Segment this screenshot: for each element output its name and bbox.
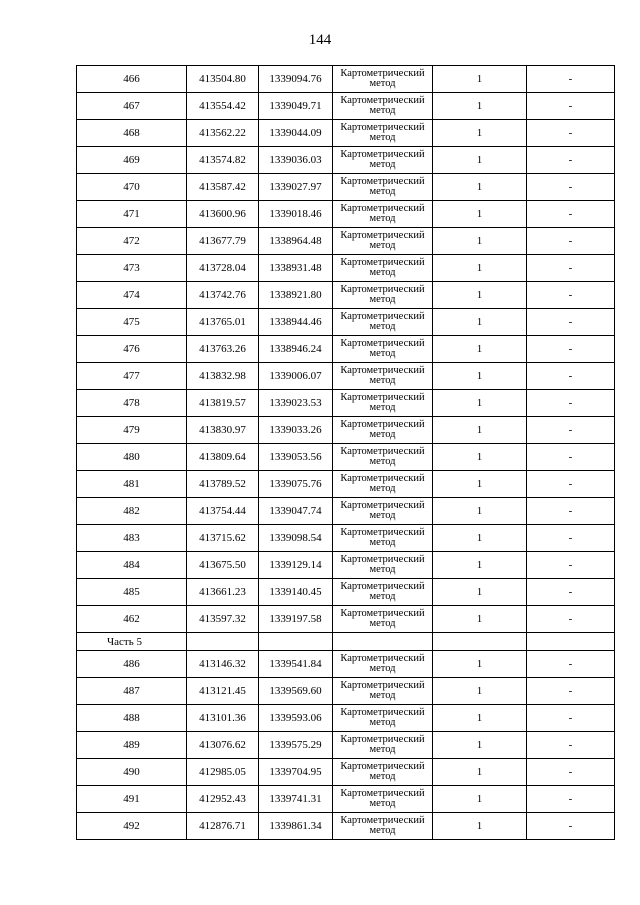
table-row [77,552,615,579]
table-row [77,498,615,525]
point-number-cell: 478 [77,390,187,417]
method-cell: Картометрический метод [333,552,433,579]
method-cell: Картометрический метод [333,732,433,759]
table-row [77,786,615,813]
method-cell: Картометрический метод [333,786,433,813]
table-row [77,201,615,228]
x-coordinate-cell: 413830.97 [187,417,259,444]
accuracy-cell: 1 [433,255,527,282]
description-cell: - [527,336,615,363]
description-cell: - [527,228,615,255]
y-coordinate-cell: 1339033.26 [259,417,333,444]
coordinates-table [76,65,615,840]
description-cell: - [527,93,615,120]
table-row [77,444,615,471]
method-cell: Картометрический метод [333,255,433,282]
method-cell: Картометрический метод [333,174,433,201]
description-cell: - [527,444,615,471]
x-coordinate-cell: 413763.26 [187,336,259,363]
y-coordinate-cell: 1339593.06 [259,705,333,732]
table-row [77,417,615,444]
y-coordinate-cell: 1339094.76 [259,66,333,93]
accuracy-cell: 1 [433,147,527,174]
y-coordinate-cell: 1339006.07 [259,363,333,390]
method-cell: Картометрический метод [333,390,433,417]
accuracy-cell: 1 [433,606,527,633]
x-coordinate-cell: 412952.43 [187,786,259,813]
x-coordinate-cell: 413675.50 [187,552,259,579]
accuracy-cell: 1 [433,786,527,813]
section-row [77,633,615,651]
page-number: 144 [308,32,332,48]
y-coordinate-cell: 1339044.09 [259,120,333,147]
point-number-cell: 484 [77,552,187,579]
point-number-cell: 481 [77,471,187,498]
y-coordinate-cell: 1339129.14 [259,552,333,579]
point-number-cell: 486 [77,651,187,678]
empty-cell [333,633,433,651]
y-coordinate-cell: 1339075.76 [259,471,333,498]
accuracy-cell: 1 [433,201,527,228]
accuracy-cell: 1 [433,228,527,255]
point-number-cell: 472 [77,228,187,255]
y-coordinate-cell: 1339098.54 [259,525,333,552]
method-cell: Картометрический метод [333,228,433,255]
empty-cell [527,633,615,651]
description-cell: - [527,120,615,147]
table-row [77,255,615,282]
accuracy-cell: 1 [433,732,527,759]
description-cell: - [527,66,615,93]
method-cell: Картометрический метод [333,525,433,552]
empty-cell [433,633,527,651]
x-coordinate-cell: 413600.96 [187,201,259,228]
description-cell: - [527,282,615,309]
point-number-cell: 471 [77,201,187,228]
table-row [77,93,615,120]
point-number-cell: 466 [77,66,187,93]
coordinates-table-body [77,66,615,840]
point-number-cell: 492 [77,813,187,840]
x-coordinate-cell: 413715.62 [187,525,259,552]
y-coordinate-cell: 1339053.56 [259,444,333,471]
point-number-cell: 473 [77,255,187,282]
accuracy-cell: 1 [433,282,527,309]
method-cell: Картометрический метод [333,147,433,174]
method-cell: Картометрический метод [333,336,433,363]
x-coordinate-cell: 413789.52 [187,471,259,498]
point-number-cell: 490 [77,759,187,786]
description-cell: - [527,174,615,201]
x-coordinate-cell: 413101.36 [187,705,259,732]
description-cell: - [527,255,615,282]
y-coordinate-cell: 1339023.53 [259,390,333,417]
table-row [77,525,615,552]
table-row [77,705,615,732]
accuracy-cell: 1 [433,444,527,471]
description-cell: - [527,525,615,552]
description-cell: - [527,363,615,390]
table-row [77,390,615,417]
point-number-cell: 480 [77,444,187,471]
x-coordinate-cell: 413146.32 [187,651,259,678]
y-coordinate-cell: 1339741.31 [259,786,333,813]
y-coordinate-cell: 1338921.80 [259,282,333,309]
accuracy-cell: 1 [433,498,527,525]
x-coordinate-cell: 413809.64 [187,444,259,471]
point-number-cell: 468 [77,120,187,147]
table-row [77,759,615,786]
point-number-cell: 491 [77,786,187,813]
point-number-cell: 487 [77,678,187,705]
method-cell: Картометрический метод [333,498,433,525]
point-number-cell: 474 [77,282,187,309]
x-coordinate-cell: 412985.05 [187,759,259,786]
description-cell: - [527,498,615,525]
point-number-cell: 476 [77,336,187,363]
table-row [77,363,615,390]
method-cell: Картометрический метод [333,201,433,228]
method-cell: Картометрический метод [333,705,433,732]
point-number-cell: 467 [77,93,187,120]
description-cell: - [527,579,615,606]
x-coordinate-cell: 413574.82 [187,147,259,174]
accuracy-cell: 1 [433,579,527,606]
method-cell: Картометрический метод [333,651,433,678]
empty-cell [259,633,333,651]
table-row [77,174,615,201]
accuracy-cell: 1 [433,651,527,678]
x-coordinate-cell: 413504.80 [187,66,259,93]
accuracy-cell: 1 [433,66,527,93]
table-row [77,678,615,705]
description-cell: - [527,732,615,759]
method-cell: Картометрический метод [333,66,433,93]
table-row [77,147,615,174]
y-coordinate-cell: 1338964.48 [259,228,333,255]
table-row [77,309,615,336]
table-row [77,651,615,678]
x-coordinate-cell: 413562.22 [187,120,259,147]
point-number-cell: 488 [77,705,187,732]
x-coordinate-cell: 413121.45 [187,678,259,705]
description-cell: - [527,786,615,813]
description-cell: - [527,651,615,678]
description-cell: - [527,390,615,417]
x-coordinate-cell: 413554.42 [187,93,259,120]
table-row [77,282,615,309]
y-coordinate-cell: 1339575.29 [259,732,333,759]
y-coordinate-cell: 1339047.74 [259,498,333,525]
method-cell: Картометрический метод [333,813,433,840]
accuracy-cell: 1 [433,93,527,120]
y-coordinate-cell: 1339036.03 [259,147,333,174]
point-number-cell: 485 [77,579,187,606]
accuracy-cell: 1 [433,390,527,417]
x-coordinate-cell: 413765.01 [187,309,259,336]
accuracy-cell: 1 [433,471,527,498]
y-coordinate-cell: 1338946.24 [259,336,333,363]
x-coordinate-cell: 413819.57 [187,390,259,417]
method-cell: Картометрический метод [333,579,433,606]
description-cell: - [527,678,615,705]
x-coordinate-cell: 413597.32 [187,606,259,633]
accuracy-cell: 1 [433,525,527,552]
x-coordinate-cell: 413076.62 [187,732,259,759]
accuracy-cell: 1 [433,552,527,579]
x-coordinate-cell: 413728.04 [187,255,259,282]
point-number-cell: 482 [77,498,187,525]
x-coordinate-cell: 413677.79 [187,228,259,255]
y-coordinate-cell: 1339569.60 [259,678,333,705]
x-coordinate-cell: 412876.71 [187,813,259,840]
x-coordinate-cell: 413661.23 [187,579,259,606]
accuracy-cell: 1 [433,309,527,336]
table-row [77,336,615,363]
x-coordinate-cell: 413754.44 [187,498,259,525]
table-row [77,732,615,759]
point-number-cell: 469 [77,147,187,174]
method-cell: Картометрический метод [333,93,433,120]
y-coordinate-cell: 1339197.58 [259,606,333,633]
accuracy-cell: 1 [433,759,527,786]
description-cell: - [527,759,615,786]
accuracy-cell: 1 [433,678,527,705]
description-cell: - [527,705,615,732]
point-number-cell: 479 [77,417,187,444]
description-cell: - [527,813,615,840]
table-row [77,606,615,633]
method-cell: Картометрический метод [333,444,433,471]
method-cell: Картометрический метод [333,471,433,498]
y-coordinate-cell: 1338944.46 [259,309,333,336]
point-number-cell: 462 [77,606,187,633]
y-coordinate-cell: 1339018.46 [259,201,333,228]
accuracy-cell: 1 [433,174,527,201]
y-coordinate-cell: 1339027.97 [259,174,333,201]
x-coordinate-cell: 413742.76 [187,282,259,309]
table-row [77,228,615,255]
y-coordinate-cell: 1339541.84 [259,651,333,678]
accuracy-cell: 1 [433,813,527,840]
y-coordinate-cell: 1339704.95 [259,759,333,786]
point-number-cell: 470 [77,174,187,201]
accuracy-cell: 1 [433,705,527,732]
y-coordinate-cell: 1339049.71 [259,93,333,120]
description-cell: - [527,309,615,336]
point-number-cell: 489 [77,732,187,759]
accuracy-cell: 1 [433,336,527,363]
accuracy-cell: 1 [433,363,527,390]
method-cell: Картометрический метод [333,417,433,444]
point-number-cell: 483 [77,525,187,552]
table-row [77,66,615,93]
x-coordinate-cell: 413832.98 [187,363,259,390]
x-coordinate-cell: 413587.42 [187,174,259,201]
description-cell: - [527,147,615,174]
table-row [77,813,615,840]
y-coordinate-cell: 1339140.45 [259,579,333,606]
section-label: Часть 5 [77,633,187,651]
method-cell: Картометрический метод [333,282,433,309]
description-cell: - [527,471,615,498]
method-cell: Картометрический метод [333,363,433,390]
point-number-cell: 475 [77,309,187,336]
table-row [77,471,615,498]
description-cell: - [527,417,615,444]
method-cell: Картометрический метод [333,678,433,705]
description-cell: - [527,552,615,579]
description-cell: - [527,201,615,228]
table-row [77,579,615,606]
description-cell: - [527,606,615,633]
method-cell: Картометрический метод [333,309,433,336]
accuracy-cell: 1 [433,120,527,147]
method-cell: Картометрический метод [333,606,433,633]
y-coordinate-cell: 1339861.34 [259,813,333,840]
y-coordinate-cell: 1338931.48 [259,255,333,282]
point-number-cell: 477 [77,363,187,390]
empty-cell [187,633,259,651]
table-row [77,120,615,147]
method-cell: Картометрический метод [333,759,433,786]
accuracy-cell: 1 [433,417,527,444]
method-cell: Картометрический метод [333,120,433,147]
